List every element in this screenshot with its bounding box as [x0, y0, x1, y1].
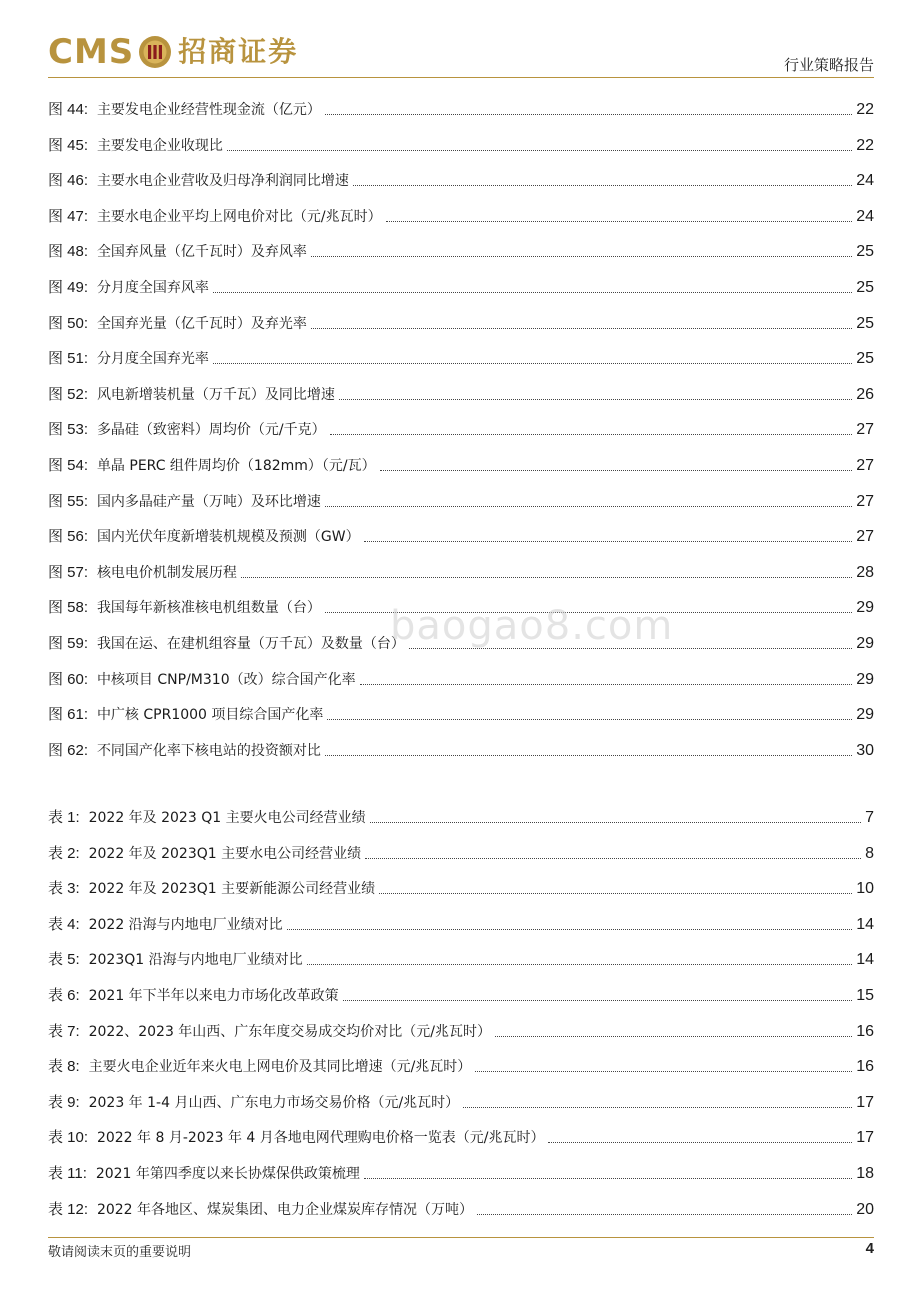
toc-entry-title	[48, 1093, 459, 1113]
toc-entry-page: 17	[856, 1129, 874, 1147]
toc-entry-label: 表 7:	[48, 1022, 80, 1040]
toc-entry-title	[48, 670, 356, 690]
toc-entry[interactable]	[48, 169, 874, 191]
toc-entry-page: 10	[856, 880, 874, 898]
toc-entry[interactable]	[48, 913, 874, 935]
toc-entry-text: 不同国产化率下核电站的投资额对比	[96, 742, 321, 759]
toc-entry[interactable]	[48, 806, 874, 828]
toc-entry-title	[48, 844, 361, 864]
toc-entry-page: 16	[856, 1058, 874, 1076]
toc-entry-page: 27	[856, 421, 874, 439]
dot-leader	[548, 1142, 852, 1143]
toc-entry[interactable]	[48, 984, 874, 1006]
toc-entry[interactable]	[48, 668, 874, 690]
toc-entry-title	[48, 808, 366, 828]
toc-entry-page: 14	[856, 951, 874, 969]
toc-entry-label: 图 51:	[48, 350, 89, 368]
toc-entry-title	[48, 1200, 473, 1220]
toc-entry-title	[48, 207, 382, 227]
toc-entry-text: 主要火电企业近年来火电上网电价及其同比增速（元/兆瓦时）	[88, 1059, 472, 1076]
toc-entry-text: 多晶硅（致密料）周均价（元/千克）	[96, 422, 326, 439]
toc-entry[interactable]	[48, 525, 874, 547]
dot-leader	[360, 684, 853, 685]
toc-entry-label: 表 3:	[48, 880, 80, 898]
toc-entry-text: 2022 年及 2023Q1 主要水电公司经营业绩	[88, 845, 362, 862]
toc-entry-label: 表 4:	[48, 915, 80, 933]
toc-entry-title	[48, 1128, 544, 1148]
toc-entry-label: 表 12:	[48, 1200, 89, 1218]
toc-entry[interactable]	[48, 1198, 874, 1220]
dot-leader	[386, 221, 853, 222]
toc-entry-text: 分月度全国弃光率	[96, 351, 209, 368]
toc-entry-page: 27	[856, 492, 874, 510]
toc-entry-page: 27	[856, 457, 874, 474]
dot-leader	[475, 1071, 852, 1072]
toc-entry[interactable]	[48, 418, 874, 440]
toc-entry-title	[48, 598, 321, 618]
toc-entry-page: 29	[856, 706, 874, 724]
toc-entry-text: 风电新增装机量（万千瓦）及同比增速	[96, 386, 335, 403]
toc-entry[interactable]	[48, 98, 874, 120]
toc-entry-label: 图 55:	[48, 492, 89, 510]
toc-entry-label: 表 9:	[48, 1093, 80, 1111]
toc-entry-text: 我国每年新核准核电机组数量（台）	[96, 600, 321, 617]
toc-entry-page: 24	[856, 207, 874, 225]
toc-entry[interactable]	[48, 739, 874, 761]
toc-entry[interactable]	[48, 561, 874, 583]
toc-entry-label: 图 62:	[48, 741, 89, 759]
dot-leader	[213, 363, 852, 364]
toc-entry-label: 表 6:	[48, 987, 80, 1004]
dot-leader	[311, 256, 852, 257]
toc-entry-text: 主要发电企业经营性现金流（亿元）	[96, 102, 321, 118]
toc-entry[interactable]	[48, 240, 874, 262]
toc-entry-page: 7	[865, 809, 874, 826]
toc-entry-page: 28	[856, 563, 874, 581]
dot-leader	[311, 328, 852, 329]
toc-entry-page: 29	[856, 635, 874, 652]
dot-leader	[287, 929, 853, 930]
toc-entry-label: 图 54:	[48, 457, 89, 474]
toc-entry-page: 22	[856, 101, 874, 118]
dot-leader	[325, 114, 852, 115]
toc-entry-page: 17	[856, 1093, 874, 1111]
toc-entry-page: 24	[856, 172, 874, 190]
toc-entry-title	[48, 634, 405, 654]
dot-leader	[339, 399, 852, 400]
toc-entry-text: 2022 年 8 月-2023 年 4 月各地电网代理购电价格一览表（元/兆瓦时）	[96, 1130, 545, 1147]
toc-entry-text: 核电电价机制发展历程	[96, 564, 237, 581]
toc-entry-title	[48, 171, 349, 191]
toc-entry-title	[48, 385, 335, 405]
dot-leader	[353, 185, 852, 186]
dot-leader	[380, 470, 853, 471]
toc-entry[interactable]	[48, 703, 874, 725]
toc-entry-label: 图 61:	[48, 706, 89, 724]
toc-entry-label: 图 47:	[48, 207, 89, 225]
toc-entry-title	[48, 136, 223, 156]
toc-entry[interactable]	[48, 490, 874, 512]
toc-entry-label: 表 8:	[48, 1058, 80, 1076]
header-divider	[48, 77, 874, 78]
dot-leader	[307, 964, 853, 965]
toc-entry-page: 25	[856, 350, 874, 368]
toc-entry-text: 2023Q1 沿海与内地电厂业绩对比	[88, 952, 303, 969]
toc-entry-text: 2022 年各地区、煤炭集团、电力企业煤炭库存情况（万吨）	[96, 1201, 474, 1218]
dot-leader	[364, 541, 853, 542]
toc-entry-page: 27	[856, 528, 874, 546]
footer-divider	[48, 1237, 874, 1238]
toc-entry-text: 主要水电企业营收及归母净利润同比增速	[96, 173, 349, 190]
toc-entry-title	[48, 100, 321, 120]
toc-entry-title	[48, 705, 323, 725]
toc-entry-page: 18	[856, 1165, 874, 1182]
toc-entry-text: 单晶 PERC 组件周均价（182mm）（元/瓦）	[96, 458, 376, 474]
toc-entry[interactable]	[48, 347, 874, 369]
toc-entry[interactable]	[48, 454, 874, 476]
toc-entry-label: 图 57:	[48, 563, 89, 581]
toc-entry[interactable]	[48, 948, 874, 970]
toc-entry[interactable]	[48, 312, 874, 334]
toc-entry-page: 29	[856, 670, 874, 688]
watermark: baogao8.com	[390, 603, 674, 649]
toc-entry-label: 图 44:	[48, 101, 89, 118]
toc-entry-page: 30	[856, 741, 874, 759]
toc-entry[interactable]	[48, 1055, 874, 1077]
dot-leader	[227, 150, 852, 151]
toc-entry-title	[48, 1022, 491, 1042]
toc-entry-label: 表 2:	[48, 844, 80, 862]
logo-emblem-icon	[138, 35, 172, 69]
page-header	[48, 32, 874, 76]
dot-leader	[370, 822, 862, 823]
dot-leader	[365, 858, 861, 859]
toc-entry-label: 表 10:	[48, 1129, 89, 1147]
toc-entry-title	[48, 915, 283, 935]
dot-leader	[330, 434, 853, 435]
toc-entry-title	[48, 527, 360, 547]
toc-entry-page: 22	[856, 136, 874, 154]
toc-entry-label: 图 56:	[48, 528, 89, 546]
toc-entry-label: 图 52:	[48, 385, 89, 403]
toc-entry-text: 全国弃风量（亿千瓦时）及弃风率	[96, 244, 307, 261]
toc-entry-label: 表 11:	[48, 1165, 87, 1182]
toc-entry-label: 图 60:	[48, 670, 89, 688]
footer-note: 敬请阅读末页的重要说明	[48, 1245, 192, 1260]
toc-entry-title	[48, 349, 209, 369]
dot-leader	[325, 755, 852, 756]
logo-text: CMS	[48, 32, 135, 72]
toc-entry[interactable]	[48, 842, 874, 864]
toc-entry-label: 表 5:	[48, 951, 80, 969]
toc-entry-text: 全国弃光量（亿千瓦时）及弃光率	[96, 315, 307, 332]
toc-entry-text: 国内多晶硅产量（万吨）及环比增速	[96, 493, 321, 510]
dot-leader	[241, 577, 852, 578]
toc-entry-text: 分月度全国弃风率	[96, 280, 209, 296]
toc-entry-title	[48, 242, 307, 262]
toc-entry-page: 25	[856, 279, 874, 296]
toc-entry-text: 2022、2023 年山西、广东年度交易成交均价对比（元/兆瓦时）	[88, 1023, 492, 1040]
toc-entry-title	[48, 278, 209, 298]
dot-leader	[477, 1214, 852, 1215]
toc-entry-page: 25	[856, 243, 874, 261]
toc-entry-label: 图 46:	[48, 172, 89, 190]
toc-entry-text: 中广核 CPR1000 项目综合国产化率	[96, 707, 324, 724]
toc-entry-page: 15	[856, 987, 874, 1004]
toc-entry-label: 图 59:	[48, 635, 89, 652]
toc-entry-title	[48, 741, 321, 761]
toc-entry-text: 国内光伏年度新增装机规模及预测（GW）	[96, 529, 360, 546]
dot-leader	[327, 719, 852, 720]
toc-entry[interactable]	[48, 205, 874, 227]
toc-entry-title	[48, 420, 326, 440]
toc-entry-label: 图 58:	[48, 599, 89, 617]
dot-leader	[379, 893, 852, 894]
toc-entry[interactable]	[48, 134, 874, 156]
toc-entry-page: 25	[856, 314, 874, 332]
toc-entry-title	[48, 563, 237, 583]
toc-entry-label: 图 49:	[48, 279, 89, 296]
toc-entry-page: 26	[856, 385, 874, 403]
toc-entry[interactable]	[48, 1091, 874, 1113]
toc-entry-label: 表 1:	[48, 809, 80, 826]
toc-entry-title	[48, 456, 376, 476]
dot-leader	[343, 1000, 853, 1001]
toc-entry-text: 2022 年及 2023Q1 主要新能源公司经营业绩	[88, 881, 376, 898]
toc-entry-title	[48, 314, 307, 334]
toc-entry-page: 14	[856, 915, 874, 933]
toc-entry[interactable]	[48, 1162, 874, 1184]
toc-entry-text: 中核项目 CNP/M310（改）综合国产化率	[96, 671, 356, 688]
toc-entry-label: 图 53:	[48, 421, 89, 439]
toc-entry-label: 图 45:	[48, 136, 89, 154]
toc-entry-label: 图 50:	[48, 314, 89, 332]
toc-entry-title	[48, 1164, 360, 1184]
dot-leader	[325, 506, 852, 507]
dot-leader	[463, 1107, 852, 1108]
toc-entry-text: 主要水电企业平均上网电价对比（元/兆瓦时）	[96, 208, 382, 225]
toc-entry-text: 2022 沿海与内地电厂业绩对比	[88, 916, 283, 933]
dot-leader	[495, 1036, 852, 1037]
toc-entry-page: 16	[856, 1022, 874, 1040]
toc-entry-title	[48, 986, 339, 1006]
toc-entry[interactable]	[48, 1126, 874, 1148]
toc-entry[interactable]	[48, 383, 874, 405]
toc-entry-text: 2021 年下半年以来电力市场化改革政策	[88, 988, 339, 1004]
toc-entry-text: 我国在运、在建机组容量（万千瓦）及数量（台）	[96, 636, 405, 652]
toc-entry-page: 29	[856, 599, 874, 617]
logo-chinese-name: 招商证券	[178, 35, 299, 68]
toc-entry-label: 图 48:	[48, 243, 89, 261]
dot-leader	[364, 1178, 852, 1179]
toc-entry-title	[48, 879, 375, 899]
toc-entry-text: 2023 年 1-4 月山西、广东电力市场交易价格（元/兆瓦时）	[88, 1094, 460, 1111]
toc-entry[interactable]	[48, 1020, 874, 1042]
toc-entry-title	[48, 950, 303, 970]
toc-entry-page: 20	[856, 1200, 874, 1218]
toc-entry-page: 8	[865, 844, 874, 862]
page-number: 4	[865, 1240, 874, 1257]
cms-logo	[48, 32, 298, 72]
report-type: 行业策略报告	[783, 56, 874, 74]
toc-entry-title	[48, 492, 321, 512]
toc-entry[interactable]	[48, 276, 874, 298]
toc-entry-text: 2021 年第四季度以来长协煤保供政策梳理	[95, 1166, 360, 1182]
toc-entry[interactable]	[48, 877, 874, 899]
toc-entry-text: 2022 年及 2023 Q1 主要火电公司经营业绩	[88, 810, 366, 826]
dot-leader	[213, 292, 852, 293]
toc-entry-title	[48, 1057, 471, 1077]
toc-entry-text: 主要发电企业收现比	[96, 137, 223, 154]
